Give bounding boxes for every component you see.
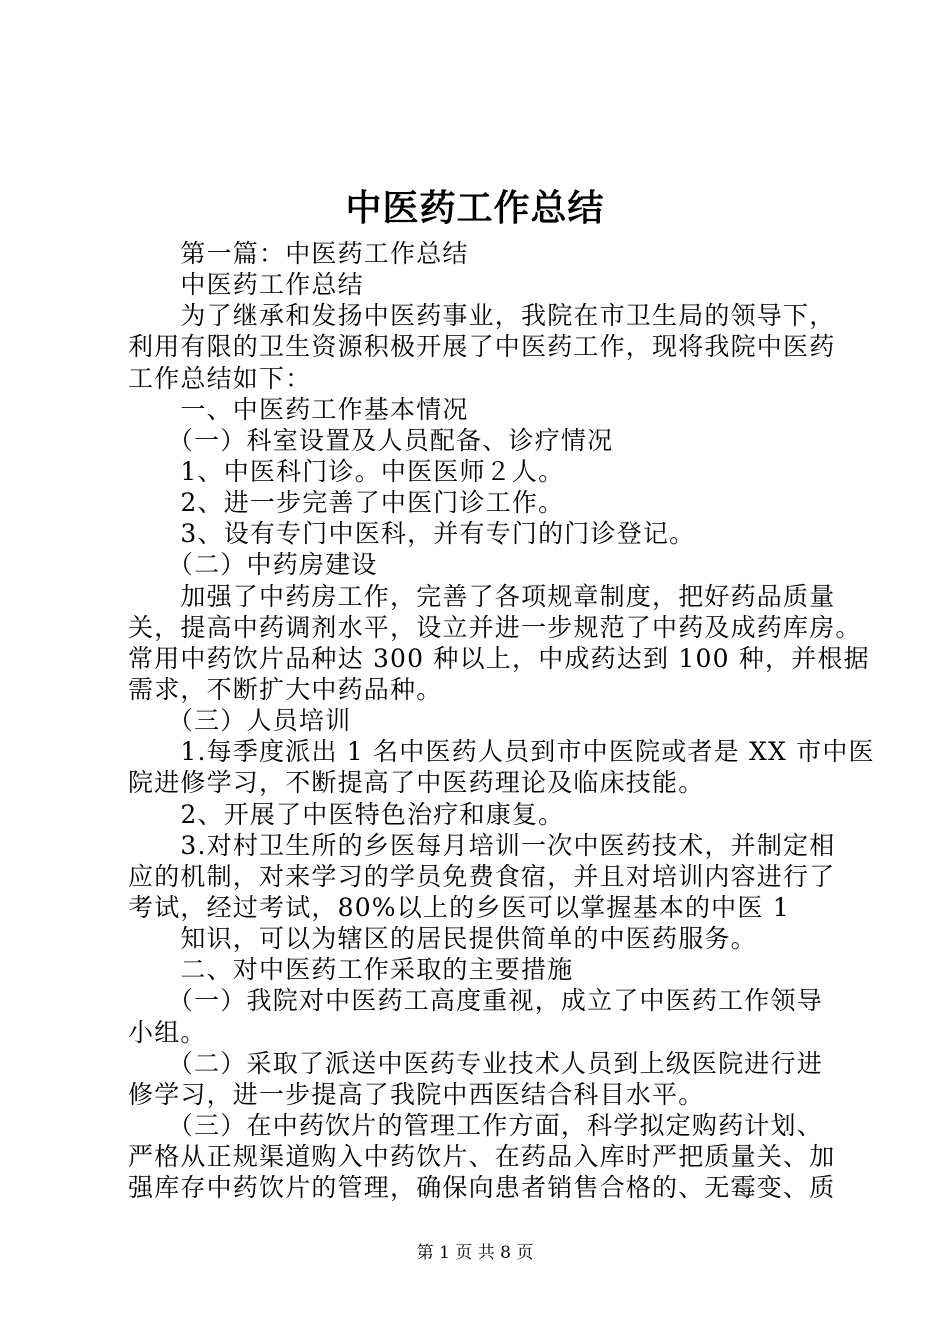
body-line: 中医药工作总结 (128, 270, 364, 300)
body-line: 加强了中药房工作，完善了各项规章制度，把好药品质量 (128, 581, 836, 611)
body-line: 常用中药饮片品种达 300 种以上，中成药达到 100 种，并根据 (128, 643, 870, 673)
body-line: 1.每季度派出 1 名中医药人员到市中医院或者是 XX 市中医 (128, 737, 875, 767)
body-line: （一）科室设置及人员配备、诊疗情况 (128, 425, 614, 455)
body-line: 强库存中药饮片的管理，确保向患者销售合格的、无霉变、质 (128, 1173, 836, 1203)
body-line: 1、中医科门诊。中医医师２人。 (128, 456, 565, 486)
body-line: （三）人员培训 (128, 706, 352, 736)
body-line: 3.对村卫生所的乡医每月培训一次中医药技术，并制定相 (128, 830, 836, 860)
body-line: 院进修学习，不断提高了中医药理论及临床技能。 (128, 768, 705, 798)
body-line: 一、中医药工作基本情况 (128, 394, 469, 424)
body-line: 严格从正规渠道购入中药饮片、在药品入库时严把质量关、加 (128, 1142, 836, 1172)
body-line: 2、进一步完善了中医门诊工作。 (128, 488, 565, 518)
body-line: 关，提高中药调剂水平，设立并进一步规范了中药及成药库房。 (128, 612, 862, 642)
body-line: （二）中药房建设 (128, 550, 378, 580)
body-line: 需求，不断扩大中药品种。 (128, 674, 443, 704)
document-body (128, 238, 875, 1203)
body-line: 第一篇：中医药工作总结 (128, 239, 469, 268)
body-line: 为了继承和发扬中医药事业，我院在市卫生局的领导下， (128, 301, 836, 331)
body-line: 修学习，进一步提高了我院中西医结合科目水平。 (128, 1079, 705, 1109)
document-title: 中医药工作总结 (345, 188, 605, 229)
page-footer: 第 1 页 共 8 页 (416, 1243, 534, 1263)
body-line: （二）采取了派送中医药专业技术人员到上级医院进行进 (128, 1048, 823, 1078)
body-line: 知识，可以为辖区的居民提供简单的中医药服务。 (128, 924, 757, 954)
body-line: 小组。 (128, 1017, 207, 1047)
body-line: （三）在中药饮片的管理工作方面，科学拟定购药计划、 (128, 1110, 823, 1140)
body-line: （一）我院对中医药工高度重视，成立了中医药工作领导 (128, 986, 823, 1016)
body-line: 工作总结如下： (128, 363, 312, 393)
body-line: 二、对中医药工作采取的主要措施 (128, 955, 574, 985)
body-line: 应的机制，对来学习的学员免费食宿，并且对培训内容进行了 (128, 861, 836, 891)
body-line: 考试，经过考试，80%以上的乡医可以掌握基本的中医 1 (128, 892, 790, 922)
body-line: 3、设有专门中医科，并有专门的门诊登记。 (128, 519, 696, 549)
body-line: 利用有限的卫生资源积极开展了中医药工作，现将我院中医药 (128, 332, 836, 362)
body-line: 2、开展了中医特色治疗和康复。 (128, 799, 565, 829)
